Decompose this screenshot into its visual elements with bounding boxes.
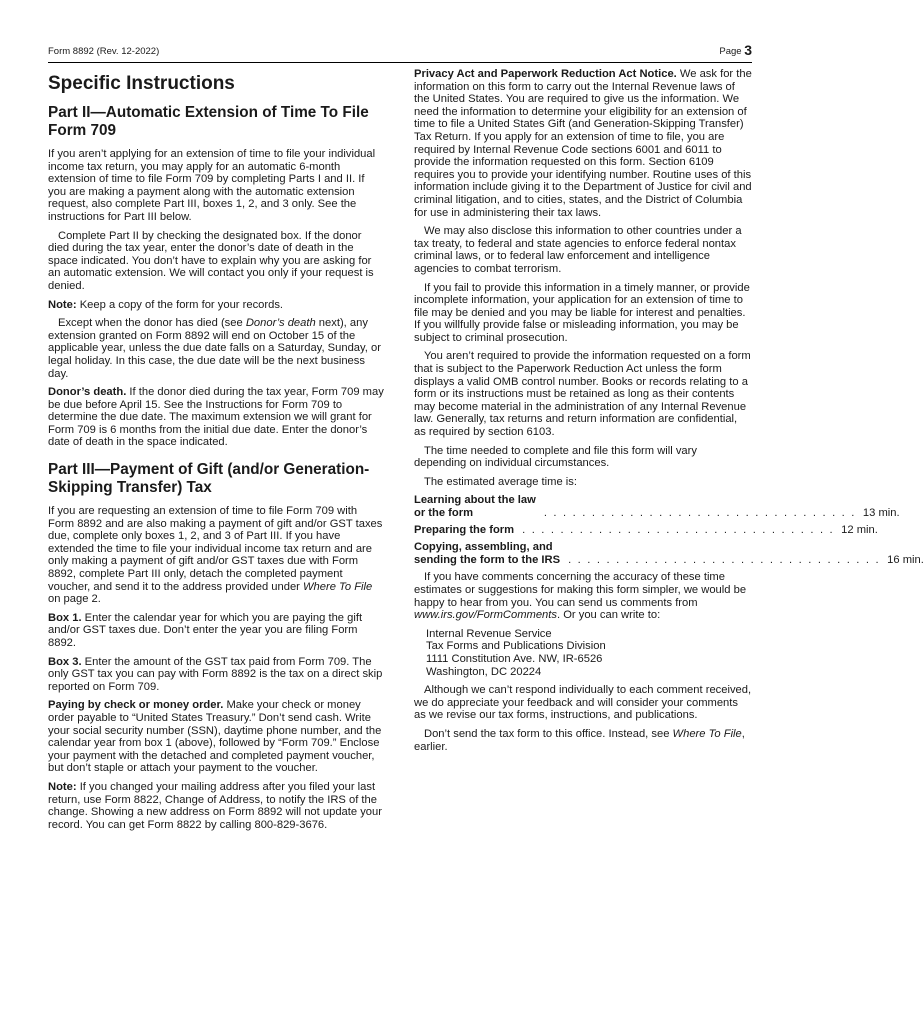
note-text: Keep a copy of the form for your records. bbox=[76, 298, 284, 311]
time-row-label bbox=[414, 541, 560, 567]
address-line: Washington, DC 20224 bbox=[426, 665, 542, 678]
dot-leader: ................................. bbox=[522, 524, 840, 537]
dot-leader: ................................. bbox=[543, 507, 861, 520]
payment-paragraph bbox=[48, 699, 385, 775]
time-row-label bbox=[414, 494, 536, 520]
dot-leader: ................................. bbox=[568, 554, 886, 567]
time-row-label bbox=[414, 524, 514, 537]
paragraph bbox=[48, 505, 385, 606]
time-estimate-table bbox=[414, 494, 924, 567]
part3-heading: Part III—Payment of Gift (and/or Generation-Skipping Transfer) Tax bbox=[48, 461, 370, 497]
time-row-label-line: Learning about the law bbox=[414, 494, 536, 507]
time-row bbox=[414, 494, 900, 520]
paragraph: You aren’t required to provide the information requested on a form that is subject to the Paperwork Reduction Act unless the form displays a valid OMB control number. Books or records relating to a form or its instructions must be retained as long as their contents may become material in the administration of any Internal Revenue law. Generally, tax returns and return information are confidential, as required by section 6103. bbox=[414, 350, 751, 439]
text: Except when the donor has died (see bbox=[58, 317, 246, 330]
note-paragraph bbox=[48, 299, 385, 312]
time-row-value: 13 min. bbox=[862, 507, 900, 520]
paragraph: If you fail to provide this information in a timely manner, or provide incomplete information, your application for an extension of time to file may be denied and you may be liable for interest and penalties. If you willfully provide false or misleading information, you may be subject to criminal prosecution. bbox=[414, 281, 750, 344]
box3-paragraph bbox=[48, 656, 385, 694]
paragraph: Complete Part II by checking the designated box. If the donor died during the tax year, enter the donor’s date of death in the space indicated. You don’t have to explain why you are asking for an automatic extension. We will contact you only if your request is denied. bbox=[48, 229, 374, 292]
address-line: Internal Revenue Service bbox=[426, 627, 552, 640]
text: If you are requesting an extension of time to file Form 709 with Form 8892 and are also making a payment of gift and/or GST taxes due, complete only boxes 1, 2, and 3 of Part III. If you have extended the time to file your individual income tax return and are only making a payment of gift and/or GST taxes due with Form 8892, complete Part III only, detach the completed payment voucher, and send it to the address provided under bbox=[48, 505, 383, 593]
note-label: Note: bbox=[48, 780, 77, 793]
address-line: Tax Forms and Publications Division bbox=[426, 640, 606, 653]
run-in-heading: Donor’s death. bbox=[48, 386, 127, 399]
run-in-heading: Privacy Act and Paperwork Reduction Act Notice. bbox=[414, 68, 677, 80]
text: next), any extension granted on Form 8892 will end on October 15 of the applicable year, unless the due date falls on a Saturday, Sunday, or legal holiday. In this case, the due date will be the next business day. bbox=[48, 317, 381, 380]
cross-reference: Donor’s death bbox=[245, 317, 316, 330]
paragraph: The estimated average time is: bbox=[424, 475, 577, 488]
paragraph: Although we can’t respond individually to each comment received, we do appreciate your feedback and will consider your comments as we revise our tax forms, instructions, and publications. bbox=[414, 684, 752, 722]
text: Enter the calendar year for which you are paying the gift and/or GST taxes due. Don’t enter the year you are filing Form 8892. bbox=[48, 611, 363, 649]
cross-reference: Where To File bbox=[303, 580, 373, 593]
part2-heading: Part II—Automatic Extension of Time To File Form 709 bbox=[48, 104, 369, 139]
text: Don’t send the tax form to this office. Instead, see bbox=[424, 727, 673, 740]
section-title: Specific Instructions bbox=[48, 73, 235, 94]
mailing-address bbox=[426, 628, 752, 678]
time-row-label-line: sending the form to the IRS bbox=[414, 554, 561, 567]
header-rule bbox=[48, 62, 752, 63]
time-row-value: 16 min. bbox=[887, 554, 924, 567]
page-label: Page bbox=[719, 46, 742, 57]
time-row bbox=[414, 541, 924, 567]
run-in-heading: Paying by check or money order. bbox=[48, 699, 224, 712]
run-in-heading: Box 3. bbox=[48, 655, 82, 668]
paragraph: If you aren’t applying for an extension of time to file your individual income tax return, you may apply for an automatic 6-month extension of time to file Form 709 by completing Parts I and II. If you are making a payment along with the automatic extension request, also complete Part III, boxes 1, 2, and 3 only. See the instructions for Part III below. bbox=[48, 148, 376, 223]
note-text: If you changed your mailing address after you filed your last return, use Form 8822, Change of Address, to notify the IRS of the change. Showing a new address on Form 8892 will not update your record. You can get Form 8822 by calling 800-829-3676. bbox=[48, 780, 382, 831]
page-number: 3 bbox=[744, 42, 752, 58]
text: , earlier. bbox=[414, 727, 745, 753]
address-line: 1111 Constitution Ave. NW, IR-6526 bbox=[426, 652, 603, 665]
text: Make your check or money order payable to “United States Treasury.” Don’t send cash. Write your social security number (SSN), daytime phone number, and the calendar year from box 1 (above), followed by “Form 709.” Enclose your payment with the detached and completed payment voucher, but don’t staple or attach your payment to the voucher. bbox=[48, 699, 382, 775]
right-column bbox=[414, 68, 924, 759]
web-address: www.irs.gov/FormComments bbox=[414, 609, 557, 622]
left-column bbox=[48, 68, 385, 837]
paragraph: The time needed to complete and file this form will vary depending on individual circumstances. bbox=[414, 444, 697, 470]
time-row bbox=[414, 524, 878, 537]
paragraph bbox=[414, 571, 752, 621]
privacy-paragraph bbox=[414, 68, 752, 219]
paragraph bbox=[48, 317, 385, 380]
time-row-label-line: Copying, assembling, and bbox=[414, 541, 553, 554]
note-paragraph bbox=[48, 781, 385, 831]
time-row-value: 12 min. bbox=[841, 524, 878, 537]
page-header bbox=[48, 0, 752, 62]
paragraph: We may also disclose this information to other countries under a tax treaty, to federal and state agencies to enforce federal nontax criminal laws, or to federal law enforcement and intelligence agencies to combat terrorism. bbox=[414, 225, 742, 275]
text: If you have comments concerning the accuracy of these time estimates or suggestions for making this form simpler, we would be happy to hear from you. You can send us comments from bbox=[414, 571, 747, 609]
text: We ask for the information on this form to carry out the Internal Revenue laws of the United States. You are required to give us the information. We need the information to determine your eligibility for an extension of time to file a United States Gift (and Generation-Skipping Transfer) Tax Return. If you apply for an extension of time to file, you are required by Internal Revenue Code sections 6001 and 6011 to provide the information requested on this form. Section 6109 requires you to provide your identifying number. Routine uses of this information include giving it to the Department of Justice for civil and criminal litigation, and to cities, states, and the District of Columbia for use in administering their tax laws. bbox=[414, 68, 752, 219]
donors-death-paragraph bbox=[48, 386, 385, 449]
box1-paragraph bbox=[48, 612, 385, 650]
form-identifier: Form 8892 (Rev. 12-2022) bbox=[48, 46, 160, 57]
note-label: Note: bbox=[48, 298, 77, 311]
run-in-heading: Box 1. bbox=[48, 611, 82, 624]
page-indicator bbox=[719, 42, 752, 58]
paragraph bbox=[414, 728, 752, 753]
text: . Or you can write to: bbox=[556, 609, 661, 622]
text: If the donor died during the tax year, Form 709 may be due before April 15. See the Instructions for Form 709 to determine the due date. The maximum extension we will grant for Form 709 is 6 months from the initial due date. Enter the donor’s date of death in the space indicated. bbox=[48, 386, 384, 449]
text: on page 2. bbox=[48, 593, 101, 606]
cross-reference: Where To File bbox=[672, 727, 742, 740]
text: Enter the amount of the GST tax paid from Form 709. The only GST tax you can pay with Form 8892 is the tax on a direct skip reported on Form 709. bbox=[48, 655, 383, 693]
time-row-label-line: Preparing the form bbox=[414, 524, 515, 537]
time-row-label-line: or the form bbox=[414, 507, 474, 520]
